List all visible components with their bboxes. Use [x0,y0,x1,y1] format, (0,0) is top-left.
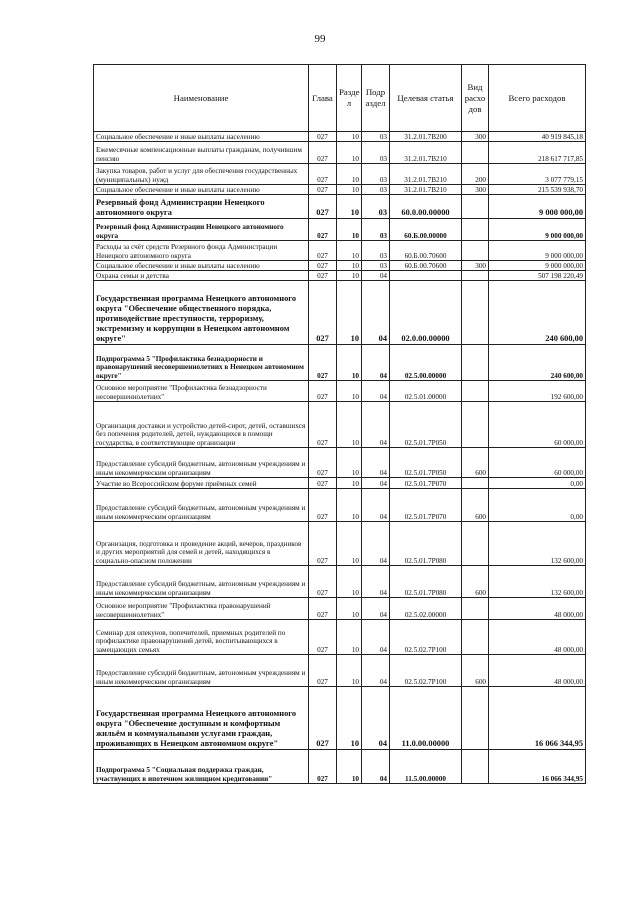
cell-total: 48 000,00 [489,655,586,687]
table-row [94,241,586,261]
cell-total: 132 600,00 [489,566,586,598]
page-number: 99 [314,33,326,45]
cell-vid: 600 [462,655,489,687]
cell-glava: 027 [309,261,337,271]
cell-podrazdel: 04 [362,478,390,489]
table-row [94,345,586,381]
cell-podrazdel: 03 [362,132,390,142]
cell-total: 0,00 [489,489,586,522]
header-name: Наименование [94,65,309,132]
cell-podrazdel: 04 [362,448,390,478]
table-row [94,219,586,241]
cell-glava: 027 [309,489,337,522]
cell-glava: 027 [309,522,337,566]
cell-vid [462,219,489,241]
table-row [94,655,586,687]
table-row [94,402,586,448]
cell-razdel: 10 [337,219,362,241]
cell-name: Государственная программа Ненецкого автономного округа "Обеспечение общественного порядка, противодействие преступности, терроризму, экстремизму и коррупции в Ненецком автономном округе" [94,281,309,345]
cell-target: 60.Б.00.70600 [390,241,462,261]
cell-name: Расходы за счёт средств Резервного фонда Администрации Ненецкого автономного округа [94,241,309,261]
cell-podrazdel: 04 [362,281,390,345]
cell-name: Основное мероприятие "Профилактика правонарушений несовершеннолетних" [94,598,309,620]
cell-vid: 200 [462,164,489,185]
cell-podrazdel: 04 [362,750,390,784]
cell-podrazdel: 03 [362,219,390,241]
cell-name: Государственная программа Ненецкого автономного округа "Обеспечение доступным и комфортным жильём и коммунальными услугами граждан, проживающих в Ненецком автономном округе" [94,687,309,750]
cell-total: 240 600,00 [489,281,586,345]
cell-razdel: 10 [337,448,362,478]
cell-total: 40 919 845,18 [489,132,586,142]
cell-name: Предоставление субсидий бюджетным, автономным учреждениям и иным некоммерческим организациям [94,566,309,598]
cell-vid: 300 [462,261,489,271]
cell-vid: 300 [462,132,489,142]
cell-vid [462,281,489,345]
cell-razdel: 10 [337,478,362,489]
cell-name: Резервный фонд Администрации Ненецкого автономного округа [94,219,309,241]
cell-razdel: 10 [337,164,362,185]
table-row [94,522,586,566]
cell-target: 02.5.01.7Р070 [390,489,462,522]
cell-target: 02.5.02.7Р100 [390,655,462,687]
cell-vid: 300 [462,185,489,195]
cell-vid [462,195,489,219]
header-glava: Глава [309,65,337,132]
cell-razdel: 10 [337,598,362,620]
cell-name: Основное мероприятие "Профилактика безнадзорности несовершеннолетних" [94,381,309,402]
cell-total: 132 600,00 [489,522,586,566]
header-vid: Вид расхо дов [462,65,489,132]
cell-glava: 027 [309,271,337,281]
cell-vid [462,345,489,381]
cell-podrazdel: 04 [362,655,390,687]
cell-target: 02.5.02.7Р100 [390,620,462,655]
cell-glava: 027 [309,164,337,185]
table-row [94,489,586,522]
cell-vid [462,620,489,655]
cell-target: 60.Б.00.00000 [390,219,462,241]
cell-target [390,271,462,281]
table-row [94,381,586,402]
cell-glava: 027 [309,566,337,598]
cell-target: 02.5.01.7Р080 [390,566,462,598]
cell-total: 0,00 [489,478,586,489]
cell-name: Семинар для опекунов, попечителей, приемных родителей по профилактике правонарушений детей, воспитывающихся в замещающих семьях [94,620,309,655]
cell-podrazdel: 04 [362,489,390,522]
table-row [94,195,586,219]
cell-target: 11.5.00.00000 [390,750,462,784]
cell-glava: 027 [309,219,337,241]
cell-total: 9 000 000,00 [489,241,586,261]
cell-podrazdel: 04 [362,598,390,620]
cell-total: 9 000 000,00 [489,195,586,219]
cell-target: 02.5.00.00000 [390,345,462,381]
cell-razdel: 10 [337,566,362,598]
cell-vid: 600 [462,566,489,598]
cell-name: Предоставление субсидий бюджетным, автономным учреждениям и иным некоммерческим организациям [94,448,309,478]
cell-razdel: 10 [337,655,362,687]
cell-target: 31.2.01.7В210 [390,142,462,164]
cell-glava: 027 [309,142,337,164]
cell-name: Охрана семьи и детства [94,271,309,281]
cell-total: 507 198 220,49 [489,271,586,281]
cell-razdel: 10 [337,750,362,784]
cell-vid [462,750,489,784]
cell-name: Ежемесячные компенсационные выплаты гражданам, получившим пенсию [94,142,309,164]
cell-podrazdel: 04 [362,620,390,655]
cell-total: 192 600,00 [489,381,586,402]
cell-total: 48 000,00 [489,620,586,655]
cell-razdel: 10 [337,195,362,219]
cell-name: Подпрограмма 5 "Профилактика безнадзорности и правонарушений несовершеннолетних в Ненецком автономном округе" [94,345,309,381]
cell-glava: 027 [309,132,337,142]
table-row [94,185,586,195]
cell-podrazdel: 03 [362,195,390,219]
cell-glava: 027 [309,478,337,489]
cell-total: 16 066 344,95 [489,750,586,784]
cell-target: 60.Б.00.70600 [390,261,462,271]
cell-podrazdel: 04 [362,345,390,381]
cell-name: Резервный фонд Администрации Ненецкого автономного округа [94,195,309,219]
cell-razdel: 10 [337,402,362,448]
cell-name: Организация доставки и устройство детей-сирот, детей, оставшихся без попечения родителей, детей, нуждающихся в помощи государства, в соответствующие организации [94,402,309,448]
cell-razdel: 10 [337,185,362,195]
cell-razdel: 10 [337,271,362,281]
cell-glava: 027 [309,448,337,478]
cell-razdel: 10 [337,345,362,381]
table-body [94,132,586,784]
cell-total: 60 000,00 [489,402,586,448]
cell-name: Предоставление субсидий бюджетным, автономным учреждениям и иным некоммерческим организациям [94,489,309,522]
table-header-row [94,65,586,132]
cell-target: 31.2.01.7В210 [390,185,462,195]
cell-total: 215 539 938,70 [489,185,586,195]
cell-vid: 600 [462,448,489,478]
cell-podrazdel: 04 [362,522,390,566]
table-row [94,620,586,655]
cell-total: 9 000 000,00 [489,261,586,271]
cell-glava: 027 [309,345,337,381]
cell-vid [462,522,489,566]
cell-podrazdel: 04 [362,687,390,750]
cell-razdel: 10 [337,261,362,271]
cell-name: Предоставление субсидий бюджетным, автономным учреждениям и иным некоммерческим организациям [94,655,309,687]
cell-name: Подпрограмма 5 "Социальная поддержка граждан, участвующих в ипотечном жилищном кредитовании" [94,750,309,784]
cell-name: Организация, подготовка и проведение акций, вечеров, праздников и других мероприятий для семей и детей, находящихся в социально-опасном положении [94,522,309,566]
table-row [94,132,586,142]
cell-podrazdel: 03 [362,261,390,271]
cell-razdel: 10 [337,489,362,522]
header-total: Всего расходов [489,65,586,132]
cell-name: Закупка товаров, работ и услуг для обеспечения государственных (муниципальных) нужд [94,164,309,185]
header-podrazdel: Подр аздел [362,65,390,132]
cell-glava: 027 [309,241,337,261]
cell-razdel: 10 [337,132,362,142]
cell-target: 02.5.01.7Р070 [390,478,462,489]
cell-glava: 027 [309,750,337,784]
cell-razdel: 10 [337,142,362,164]
cell-target: 31.2.01.7В200 [390,132,462,142]
cell-razdel: 10 [337,522,362,566]
cell-razdel: 10 [337,281,362,345]
cell-target: 02.5.02.00000 [390,598,462,620]
cell-razdel: 10 [337,381,362,402]
cell-total: 9 000 000,00 [489,219,586,241]
budget-table [93,64,586,784]
cell-glava: 027 [309,281,337,345]
cell-podrazdel: 04 [362,381,390,402]
cell-name: Социальное обеспечение и иные выплаты населению [94,132,309,142]
cell-target: 11.0.00.00000 [390,687,462,750]
cell-podrazdel: 03 [362,164,390,185]
cell-podrazdel: 04 [362,271,390,281]
table-row [94,687,586,750]
table-row [94,750,586,784]
cell-glava: 027 [309,655,337,687]
cell-vid: 600 [462,489,489,522]
cell-razdel: 10 [337,687,362,750]
cell-vid [462,241,489,261]
table-row [94,261,586,271]
cell-target: 60.0.00.00000 [390,195,462,219]
header-razdel: Разде л [337,65,362,132]
table-row [94,271,586,281]
cell-name: Социальное обеспечение и иные выплаты населению [94,185,309,195]
cell-razdel: 10 [337,241,362,261]
cell-glava: 027 [309,687,337,750]
cell-podrazdel: 03 [362,241,390,261]
cell-podrazdel: 04 [362,402,390,448]
cell-glava: 027 [309,402,337,448]
cell-target: 02.5.01.7Р050 [390,448,462,478]
cell-vid [462,598,489,620]
cell-vid [462,142,489,164]
cell-name: Социальное обеспечение и иные выплаты населению [94,261,309,271]
cell-glava: 027 [309,598,337,620]
cell-total: 60 000,00 [489,448,586,478]
cell-vid [462,687,489,750]
cell-target: 02.0.00.00000 [390,281,462,345]
cell-podrazdel: 03 [362,185,390,195]
cell-podrazdel: 04 [362,566,390,598]
cell-total: 48 000,00 [489,598,586,620]
cell-vid [462,381,489,402]
cell-vid [462,402,489,448]
cell-razdel: 10 [337,620,362,655]
cell-name: Участие во Всероссийском форуме приёмных семей [94,478,309,489]
table-row [94,142,586,164]
table-row [94,598,586,620]
cell-vid [462,478,489,489]
cell-total: 3 077 779,15 [489,164,586,185]
cell-glava: 027 [309,195,337,219]
table-row [94,281,586,345]
cell-total: 240 600,00 [489,345,586,381]
cell-total: 16 066 344,95 [489,687,586,750]
cell-target: 02.5.01.7Р050 [390,402,462,448]
cell-total: 218 617 717,85 [489,142,586,164]
table-row [94,448,586,478]
cell-target: 31.2.01.7В210 [390,164,462,185]
cell-glava: 027 [309,185,337,195]
cell-glava: 027 [309,381,337,402]
cell-podrazdel: 03 [362,142,390,164]
cell-target: 02.5.01.00000 [390,381,462,402]
header-target: Целевая статья [390,65,462,132]
cell-target: 02.5.01.7Р080 [390,522,462,566]
table-row [94,164,586,185]
cell-glava: 027 [309,620,337,655]
table-row [94,478,586,489]
table-row [94,566,586,598]
cell-vid [462,271,489,281]
